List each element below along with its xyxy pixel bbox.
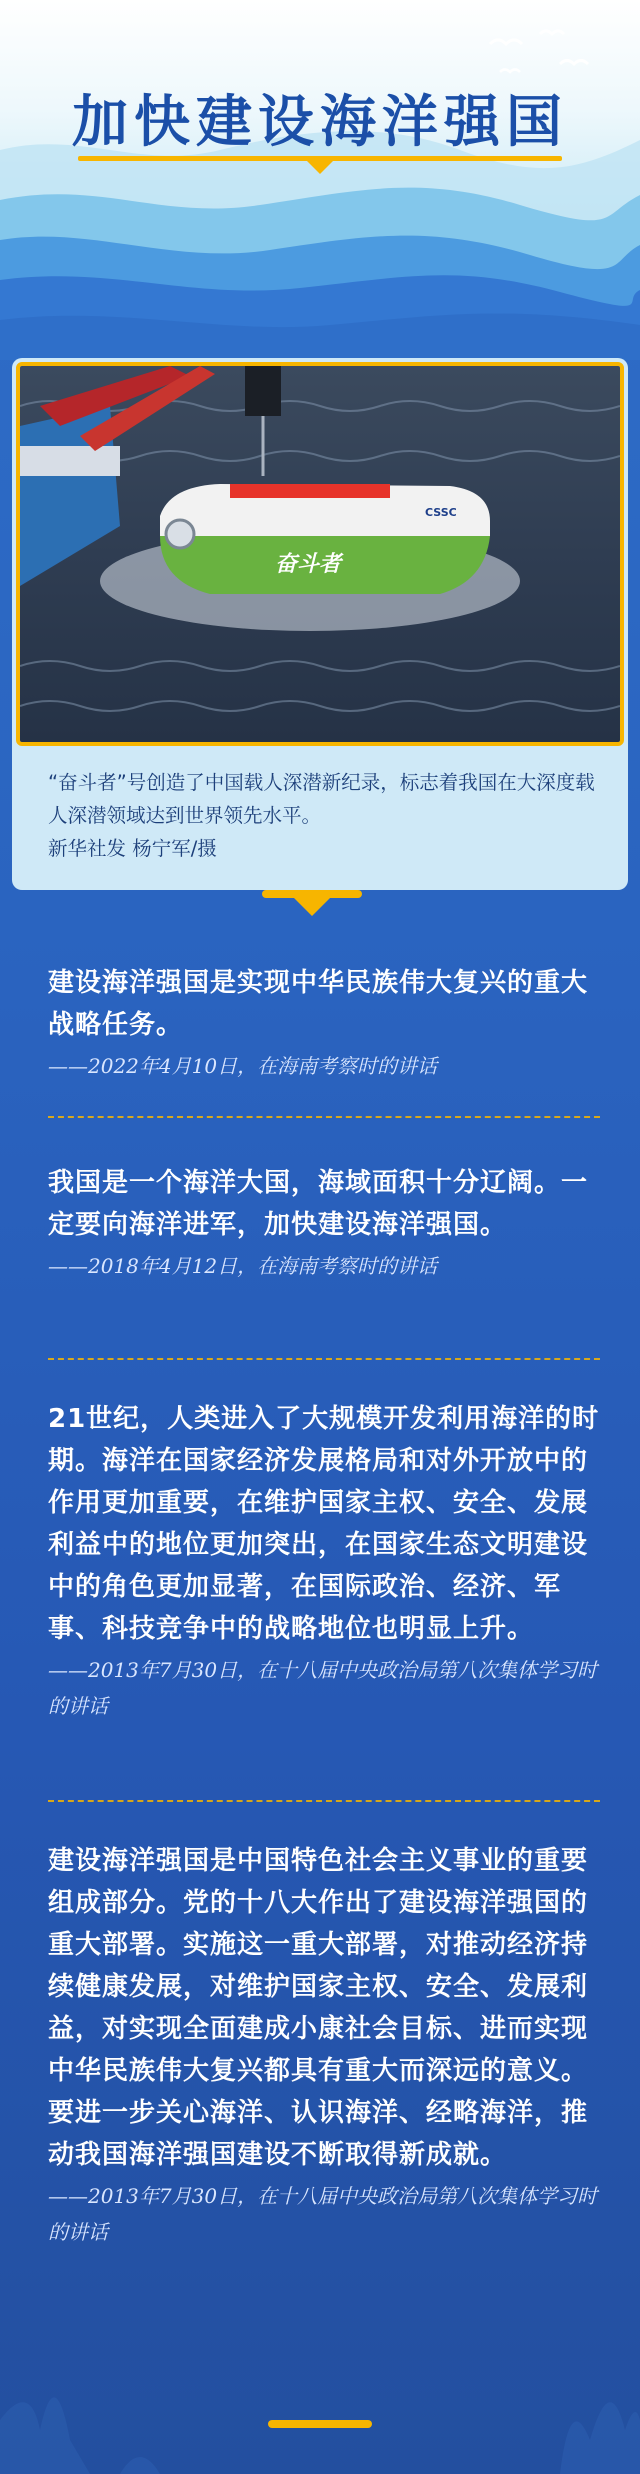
- header-banner: [0, 0, 640, 360]
- dashed-divider: [48, 1800, 600, 1802]
- card-tip-bar: [262, 890, 362, 898]
- photo-card: [12, 358, 628, 890]
- quote-source: ——2013年7月30日，在十八届中央政治局第八次集体学习时的讲话: [48, 2184, 598, 2244]
- photo-credit: 新华社发 杨宁军/摄: [48, 837, 217, 860]
- footer-bar: [268, 2420, 372, 2428]
- cssc-badge: CSSC: [425, 506, 457, 519]
- quote-block: [48, 962, 600, 1084]
- quote-block: [48, 1398, 600, 1724]
- hull-label: 奋斗者: [275, 552, 342, 577]
- page-title: 加快建设海洋强国: [72, 90, 568, 155]
- quote-block: [48, 1840, 600, 2250]
- submersible-image: [20, 366, 620, 742]
- dashed-divider: [48, 1358, 600, 1360]
- card-tip-arrow: [294, 898, 330, 916]
- quote-block: [48, 1162, 600, 1284]
- quote-source: ——2018年4月12日，在海南考察时的讲话: [48, 1254, 438, 1278]
- title-underline-arrow: [306, 160, 334, 174]
- birds-icon: [480, 24, 600, 84]
- quote-text: 建设海洋强国是中国特色社会主义事业的重要组成部分。党的十八大作出了建设海洋强国的重大部署。实施这一重大部署，对推动经济持续健康发展，对维护国家主权、安全、发展利益，对实现全面建成小康社会目标、进而实现中华民族伟大复兴都具有重大而深远的意义。要进一步关心海洋、认识海洋、经略海洋，推动我国海洋强国建设不断取得新成就。: [48, 1846, 589, 2170]
- quote-source: ——2013年7月30日，在十八届中央政治局第八次集体学习时的讲话: [48, 1658, 598, 1718]
- seabed-decoration: [0, 2300, 640, 2474]
- photo-caption: [48, 766, 600, 865]
- submersible-photo: [16, 362, 624, 746]
- caption-text: “奋斗者”号创造了中国载人深潜新纪录，标志着我国在大深度载人深潜领域达到世界领先水平。: [48, 771, 595, 827]
- quote-text: 21世纪，人类进入了大规模开发利用海洋的时期。海洋在国家经济发展格局和对外开放中的作用更加重要，在维护国家主权、安全、发展利益中的地位更加突出，在国家生态文明建设中的角色更加显著，在国际政治、经济、军事、科技竞争中的战略地位也明显上升。: [48, 1404, 600, 1644]
- quote-text: 建设海洋强国是实现中华民族伟大复兴的重大战略任务。: [48, 968, 589, 1040]
- quote-text: 我国是一个海洋大国，海域面积十分辽阔。一定要向海洋进军，加快建设海洋强国。: [48, 1168, 589, 1240]
- dashed-divider: [48, 1116, 600, 1118]
- quote-source: ——2022年4月10日，在海南考察时的讲话: [48, 1054, 438, 1078]
